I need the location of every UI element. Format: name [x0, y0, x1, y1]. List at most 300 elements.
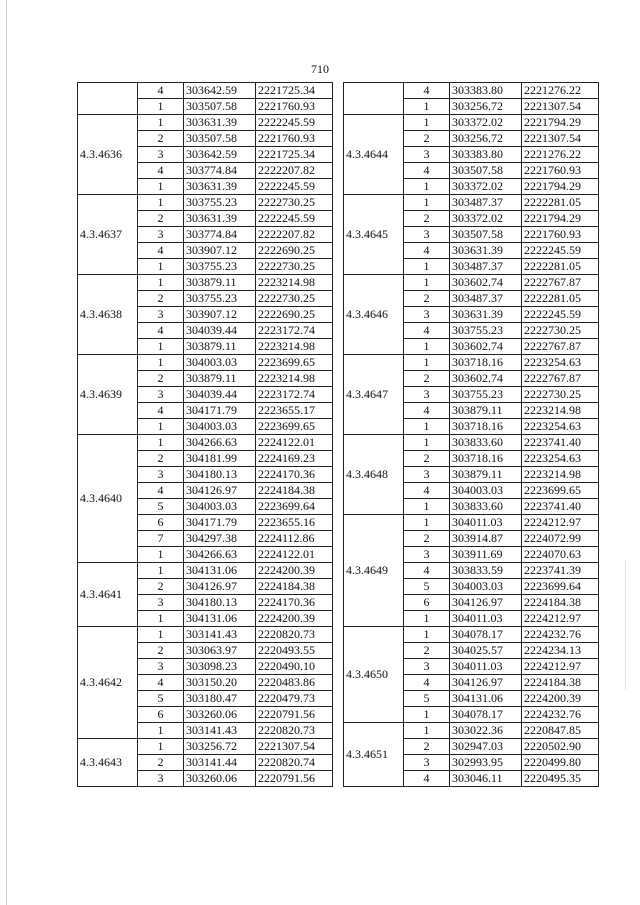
y-coordinate-cell: 2223254.63: [522, 355, 599, 371]
x-coordinate-cell: 303141.43: [184, 627, 256, 643]
point-number-cell: 5: [404, 579, 450, 595]
x-coordinate-cell: 303046.11: [450, 771, 522, 787]
scan-edge-line: [6, 0, 7, 905]
x-coordinate-cell: 304266.63: [184, 547, 256, 563]
x-coordinate-cell: 303755.23: [450, 387, 522, 403]
y-coordinate-cell: 2223214.98: [256, 275, 333, 291]
point-number-cell: 6: [138, 707, 184, 723]
table-row: [78, 115, 333, 131]
table-row: [78, 627, 333, 643]
x-coordinate-cell: 302993.95: [450, 755, 522, 771]
y-coordinate-cell: 2224212.97: [522, 611, 599, 627]
point-number-cell: 2: [404, 451, 450, 467]
point-number-cell: 1: [404, 115, 450, 131]
coordinates-table-left-body: [78, 83, 333, 787]
x-coordinate-cell: 304011.03: [450, 611, 522, 627]
section-id-cell: 4.3.4637: [78, 195, 138, 275]
point-number-cell: 3: [404, 659, 450, 675]
section-id-cell: 4.3.4645: [344, 195, 404, 275]
point-number-cell: 4: [404, 83, 450, 99]
x-coordinate-cell: 303879.11: [450, 403, 522, 419]
y-coordinate-cell: 2220499.80: [522, 755, 599, 771]
x-coordinate-cell: 304126.97: [450, 675, 522, 691]
point-number-cell: 3: [138, 387, 184, 403]
point-number-cell: 1: [138, 275, 184, 291]
point-number-cell: 1: [138, 739, 184, 755]
point-number-cell: 2: [138, 755, 184, 771]
table-row: [344, 195, 599, 211]
x-coordinate-cell: 304126.97: [184, 483, 256, 499]
x-coordinate-cell: 303372.02: [450, 179, 522, 195]
point-number-cell: 2: [404, 131, 450, 147]
y-coordinate-cell: 2220479.73: [256, 691, 333, 707]
section-id-cell: [344, 83, 404, 115]
y-coordinate-cell: 2222767.87: [522, 275, 599, 291]
table-row: [344, 723, 599, 739]
x-coordinate-cell: 304003.03: [450, 483, 522, 499]
point-number-cell: 4: [138, 163, 184, 179]
section-id-cell: 4.3.4649: [344, 515, 404, 627]
point-number-cell: 1: [138, 723, 184, 739]
x-coordinate-cell: 304171.79: [184, 403, 256, 419]
point-number-cell: 4: [404, 563, 450, 579]
y-coordinate-cell: 2221276.22: [522, 147, 599, 163]
x-coordinate-cell: 303774.84: [184, 163, 256, 179]
x-coordinate-cell: 304003.03: [184, 355, 256, 371]
point-number-cell: 5: [404, 691, 450, 707]
x-coordinate-cell: 303631.39: [184, 115, 256, 131]
point-number-cell: 1: [404, 627, 450, 643]
table-row: [78, 563, 333, 579]
y-coordinate-cell: 2222245.59: [522, 243, 599, 259]
y-coordinate-cell: 2220820.73: [256, 723, 333, 739]
table-row: [344, 515, 599, 531]
point-number-cell: 1: [404, 275, 450, 291]
x-coordinate-cell: 303260.06: [184, 771, 256, 787]
x-coordinate-cell: 304126.97: [184, 579, 256, 595]
point-number-cell: 4: [138, 83, 184, 99]
point-number-cell: 3: [404, 307, 450, 323]
y-coordinate-cell: 2224200.39: [522, 691, 599, 707]
y-coordinate-cell: 2224184.38: [256, 483, 333, 499]
table-row: [78, 275, 333, 291]
section-id-cell: 4.3.4644: [344, 115, 404, 195]
x-coordinate-cell: 303718.16: [450, 451, 522, 467]
section-id-cell: 4.3.4636: [78, 115, 138, 195]
table-row: [344, 83, 599, 99]
x-coordinate-cell: 303755.23: [450, 323, 522, 339]
x-coordinate-cell: 303487.37: [450, 195, 522, 211]
table-row: [78, 83, 333, 99]
table-row: [78, 355, 333, 371]
point-number-cell: 4: [404, 403, 450, 419]
y-coordinate-cell: 2224212.97: [522, 659, 599, 675]
coordinates-table-right-body: [344, 83, 599, 787]
y-coordinate-cell: 2222690.25: [256, 307, 333, 323]
y-coordinate-cell: 2223699.64: [256, 499, 333, 515]
x-coordinate-cell: 303914.87: [450, 531, 522, 547]
point-number-cell: 2: [138, 211, 184, 227]
section-id-cell: 4.3.4640: [78, 435, 138, 563]
y-coordinate-cell: 2221760.93: [256, 131, 333, 147]
y-coordinate-cell: 2222690.25: [256, 243, 333, 259]
x-coordinate-cell: 303642.59: [184, 83, 256, 99]
x-coordinate-cell: 303098.23: [184, 659, 256, 675]
point-number-cell: 1: [138, 435, 184, 451]
point-number-cell: 1: [404, 259, 450, 275]
y-coordinate-cell: 2220490.10: [256, 659, 333, 675]
point-number-cell: 1: [138, 115, 184, 131]
y-coordinate-cell: 2224112.86: [256, 531, 333, 547]
y-coordinate-cell: 2223214.98: [256, 339, 333, 355]
y-coordinate-cell: 2222281.05: [522, 259, 599, 275]
x-coordinate-cell: 303755.23: [184, 291, 256, 307]
y-coordinate-cell: 2221307.54: [522, 131, 599, 147]
x-coordinate-cell: 304126.97: [450, 595, 522, 611]
x-coordinate-cell: 303487.37: [450, 259, 522, 275]
point-number-cell: 4: [138, 675, 184, 691]
point-number-cell: 1: [404, 435, 450, 451]
point-number-cell: 4: [404, 163, 450, 179]
x-coordinate-cell: 304011.03: [450, 515, 522, 531]
y-coordinate-cell: 2222281.05: [522, 291, 599, 307]
y-coordinate-cell: 2223741.39: [522, 563, 599, 579]
point-number-cell: 3: [138, 595, 184, 611]
y-coordinate-cell: 2222767.87: [522, 371, 599, 387]
section-id-cell: 4.3.4638: [78, 275, 138, 355]
point-number-cell: 2: [404, 371, 450, 387]
point-number-cell: 2: [138, 579, 184, 595]
x-coordinate-cell: 304171.79: [184, 515, 256, 531]
y-coordinate-cell: 2224184.38: [522, 675, 599, 691]
coordinates-table-right: [343, 82, 599, 787]
point-number-cell: 4: [404, 483, 450, 499]
x-coordinate-cell: 304039.44: [184, 323, 256, 339]
y-coordinate-cell: 2223741.40: [522, 499, 599, 515]
x-coordinate-cell: 303260.06: [184, 707, 256, 723]
point-number-cell: 2: [404, 211, 450, 227]
point-number-cell: 3: [404, 227, 450, 243]
y-coordinate-cell: 2220493.55: [256, 643, 333, 659]
x-coordinate-cell: 304131.06: [184, 563, 256, 579]
point-number-cell: 4: [138, 403, 184, 419]
y-coordinate-cell: 2223699.64: [522, 579, 599, 595]
x-coordinate-cell: 303256.72: [450, 99, 522, 115]
y-coordinate-cell: 2224184.38: [522, 595, 599, 611]
x-coordinate-cell: 303602.74: [450, 275, 522, 291]
y-coordinate-cell: 2224232.76: [522, 627, 599, 643]
point-number-cell: 1: [138, 419, 184, 435]
x-coordinate-cell: 303022.36: [450, 723, 522, 739]
x-coordinate-cell: 303631.39: [184, 211, 256, 227]
y-coordinate-cell: 2220495.35: [522, 771, 599, 787]
y-coordinate-cell: 2224232.76: [522, 707, 599, 723]
section-id-cell: 4.3.4641: [78, 563, 138, 627]
y-coordinate-cell: 2223172.74: [256, 387, 333, 403]
x-coordinate-cell: 304003.03: [450, 579, 522, 595]
y-coordinate-cell: 2223741.40: [522, 435, 599, 451]
x-coordinate-cell: 304266.63: [184, 435, 256, 451]
point-number-cell: 1: [404, 723, 450, 739]
point-number-cell: 2: [404, 291, 450, 307]
y-coordinate-cell: 2222730.25: [522, 387, 599, 403]
y-coordinate-cell: 2221760.93: [522, 227, 599, 243]
y-coordinate-cell: 2223655.16: [256, 515, 333, 531]
x-coordinate-cell: 304131.06: [184, 611, 256, 627]
y-coordinate-cell: 2221276.22: [522, 83, 599, 99]
point-number-cell: 4: [404, 771, 450, 787]
y-coordinate-cell: 2224170.36: [256, 467, 333, 483]
point-number-cell: 1: [138, 627, 184, 643]
y-coordinate-cell: 2222281.05: [522, 195, 599, 211]
x-coordinate-cell: 303383.80: [450, 147, 522, 163]
y-coordinate-cell: 2224170.36: [256, 595, 333, 611]
x-coordinate-cell: 303631.39: [450, 307, 522, 323]
x-coordinate-cell: 304025.57: [450, 643, 522, 659]
point-number-cell: 4: [138, 483, 184, 499]
y-coordinate-cell: 2224169.23: [256, 451, 333, 467]
point-number-cell: 1: [138, 195, 184, 211]
section-id-cell: 4.3.4647: [344, 355, 404, 435]
table-row: [344, 355, 599, 371]
y-coordinate-cell: 2221307.54: [522, 99, 599, 115]
point-number-cell: 4: [404, 675, 450, 691]
y-coordinate-cell: 2220820.74: [256, 755, 333, 771]
point-number-cell: 1: [404, 355, 450, 371]
point-number-cell: 3: [138, 147, 184, 163]
y-coordinate-cell: 2223655.17: [256, 403, 333, 419]
y-coordinate-cell: 2220791.56: [256, 707, 333, 723]
point-number-cell: 1: [404, 707, 450, 723]
x-coordinate-cell: 303256.72: [450, 131, 522, 147]
point-number-cell: 5: [138, 691, 184, 707]
x-coordinate-cell: 304131.06: [450, 691, 522, 707]
y-coordinate-cell: 2224122.01: [256, 435, 333, 451]
y-coordinate-cell: 2222245.59: [256, 179, 333, 195]
point-number-cell: 2: [404, 739, 450, 755]
y-coordinate-cell: 2220502.90: [522, 739, 599, 755]
y-coordinate-cell: 2223699.65: [256, 419, 333, 435]
point-number-cell: 1: [404, 179, 450, 195]
x-coordinate-cell: 303141.43: [184, 723, 256, 739]
x-coordinate-cell: 303372.02: [450, 115, 522, 131]
y-coordinate-cell: 2224200.39: [256, 611, 333, 627]
y-coordinate-cell: 2221794.29: [522, 115, 599, 131]
x-coordinate-cell: 304297.38: [184, 531, 256, 547]
y-coordinate-cell: 2220791.56: [256, 771, 333, 787]
y-coordinate-cell: 2221725.34: [256, 147, 333, 163]
point-number-cell: 4: [138, 243, 184, 259]
y-coordinate-cell: 2223214.98: [522, 403, 599, 419]
x-coordinate-cell: 303063.97: [184, 643, 256, 659]
y-coordinate-cell: 2222730.25: [256, 195, 333, 211]
x-coordinate-cell: 303833.60: [450, 435, 522, 451]
point-number-cell: 4: [404, 243, 450, 259]
y-coordinate-cell: 2222730.25: [256, 291, 333, 307]
x-coordinate-cell: 303911.69: [450, 547, 522, 563]
y-coordinate-cell: 2220483.86: [256, 675, 333, 691]
x-coordinate-cell: 303642.59: [184, 147, 256, 163]
x-coordinate-cell: 303907.12: [184, 243, 256, 259]
y-coordinate-cell: 2221760.93: [256, 99, 333, 115]
table-row: [344, 115, 599, 131]
point-number-cell: 1: [404, 515, 450, 531]
x-coordinate-cell: 303507.58: [450, 163, 522, 179]
y-coordinate-cell: 2220820.73: [256, 627, 333, 643]
y-coordinate-cell: 2224122.01: [256, 547, 333, 563]
x-coordinate-cell: 303507.58: [450, 227, 522, 243]
point-number-cell: 1: [404, 499, 450, 515]
x-coordinate-cell: 304078.17: [450, 707, 522, 723]
point-number-cell: 1: [404, 419, 450, 435]
point-number-cell: 3: [404, 387, 450, 403]
y-coordinate-cell: 2221760.93: [522, 163, 599, 179]
x-coordinate-cell: 303372.02: [450, 211, 522, 227]
x-coordinate-cell: 304180.13: [184, 467, 256, 483]
point-number-cell: 1: [404, 195, 450, 211]
x-coordinate-cell: 303631.39: [184, 179, 256, 195]
section-id-cell: 4.3.4643: [78, 739, 138, 787]
x-coordinate-cell: 303507.58: [184, 131, 256, 147]
point-number-cell: 4: [138, 323, 184, 339]
point-number-cell: 3: [138, 307, 184, 323]
x-coordinate-cell: 303141.44: [184, 755, 256, 771]
y-coordinate-cell: 2221725.34: [256, 83, 333, 99]
x-coordinate-cell: 304180.13: [184, 595, 256, 611]
point-number-cell: 3: [404, 547, 450, 563]
x-coordinate-cell: 304011.03: [450, 659, 522, 675]
x-coordinate-cell: 303631.39: [450, 243, 522, 259]
section-id-cell: 4.3.4642: [78, 627, 138, 739]
table-row: [78, 195, 333, 211]
x-coordinate-cell: 303602.74: [450, 371, 522, 387]
point-number-cell: 3: [138, 659, 184, 675]
x-coordinate-cell: 303907.12: [184, 307, 256, 323]
point-number-cell: 1: [138, 259, 184, 275]
section-id-cell: [78, 83, 138, 115]
x-coordinate-cell: 303150.20: [184, 675, 256, 691]
x-coordinate-cell: 303755.23: [184, 259, 256, 275]
y-coordinate-cell: 2223254.63: [522, 419, 599, 435]
y-coordinate-cell: 2222207.82: [256, 227, 333, 243]
table-row: [344, 627, 599, 643]
point-number-cell: 6: [404, 595, 450, 611]
y-coordinate-cell: 2222207.82: [256, 163, 333, 179]
x-coordinate-cell: 303755.23: [184, 195, 256, 211]
x-coordinate-cell: 303879.11: [184, 371, 256, 387]
y-coordinate-cell: 2222767.87: [522, 339, 599, 355]
y-coordinate-cell: 2224070.63: [522, 547, 599, 563]
table-row: [78, 739, 333, 755]
y-coordinate-cell: 2223214.98: [522, 467, 599, 483]
point-number-cell: 2: [138, 291, 184, 307]
y-coordinate-cell: 2223214.98: [256, 371, 333, 387]
y-coordinate-cell: 2224212.97: [522, 515, 599, 531]
y-coordinate-cell: 2224072.99: [522, 531, 599, 547]
x-coordinate-cell: 304078.17: [450, 627, 522, 643]
point-number-cell: 2: [404, 531, 450, 547]
point-number-cell: 3: [404, 147, 450, 163]
y-coordinate-cell: 2224184.38: [256, 579, 333, 595]
x-coordinate-cell: 303774.84: [184, 227, 256, 243]
y-coordinate-cell: 2224200.39: [256, 563, 333, 579]
x-coordinate-cell: 303718.16: [450, 419, 522, 435]
point-number-cell: 2: [138, 643, 184, 659]
x-coordinate-cell: 303718.16: [450, 355, 522, 371]
point-number-cell: 2: [138, 451, 184, 467]
point-number-cell: 2: [404, 643, 450, 659]
y-coordinate-cell: 2222245.59: [256, 115, 333, 131]
x-coordinate-cell: 303256.72: [184, 739, 256, 755]
coordinates-table-left: [77, 82, 333, 787]
x-coordinate-cell: 304039.44: [184, 387, 256, 403]
y-coordinate-cell: 2223699.65: [522, 483, 599, 499]
section-id-cell: 4.3.4639: [78, 355, 138, 435]
point-number-cell: 3: [404, 467, 450, 483]
point-number-cell: 4: [404, 323, 450, 339]
x-coordinate-cell: 304003.03: [184, 499, 256, 515]
y-coordinate-cell: 2222730.25: [256, 259, 333, 275]
x-coordinate-cell: 303487.37: [450, 291, 522, 307]
point-number-cell: 2: [138, 371, 184, 387]
scan-artifact: [625, 560, 626, 690]
table-row: [344, 435, 599, 451]
point-number-cell: 1: [138, 611, 184, 627]
point-number-cell: 1: [404, 611, 450, 627]
point-number-cell: 3: [138, 227, 184, 243]
point-number-cell: 1: [138, 99, 184, 115]
x-coordinate-cell: 304003.03: [184, 419, 256, 435]
point-number-cell: 1: [138, 339, 184, 355]
x-coordinate-cell: 303879.11: [184, 275, 256, 291]
x-coordinate-cell: 302947.03: [450, 739, 522, 755]
y-coordinate-cell: 2224234.13: [522, 643, 599, 659]
y-coordinate-cell: 2222730.25: [522, 323, 599, 339]
x-coordinate-cell: 303507.58: [184, 99, 256, 115]
point-number-cell: 3: [138, 771, 184, 787]
page-number: 710: [311, 62, 329, 76]
section-id-cell: 4.3.4650: [344, 627, 404, 723]
point-number-cell: 3: [404, 755, 450, 771]
y-coordinate-cell: 2223254.63: [522, 451, 599, 467]
point-number-cell: 1: [138, 563, 184, 579]
x-coordinate-cell: 303879.11: [450, 467, 522, 483]
y-coordinate-cell: 2221794.29: [522, 211, 599, 227]
x-coordinate-cell: 303833.60: [450, 499, 522, 515]
y-coordinate-cell: 2222245.59: [522, 307, 599, 323]
y-coordinate-cell: 2221794.29: [522, 179, 599, 195]
point-number-cell: 2: [138, 131, 184, 147]
point-number-cell: 1: [404, 99, 450, 115]
section-id-cell: 4.3.4648: [344, 435, 404, 515]
point-number-cell: 3: [138, 467, 184, 483]
x-coordinate-cell: 303180.47: [184, 691, 256, 707]
table-row: [344, 275, 599, 291]
x-coordinate-cell: 303383.80: [450, 83, 522, 99]
y-coordinate-cell: 2222245.59: [256, 211, 333, 227]
x-coordinate-cell: 303602.74: [450, 339, 522, 355]
y-coordinate-cell: 2223699.65: [256, 355, 333, 371]
x-coordinate-cell: 304181.99: [184, 451, 256, 467]
point-number-cell: 1: [138, 355, 184, 371]
table-row: [78, 435, 333, 451]
y-coordinate-cell: 2221307.54: [256, 739, 333, 755]
point-number-cell: 7: [138, 531, 184, 547]
y-coordinate-cell: 2223172.74: [256, 323, 333, 339]
point-number-cell: 6: [138, 515, 184, 531]
x-coordinate-cell: 303833.59: [450, 563, 522, 579]
section-id-cell: 4.3.4651: [344, 723, 404, 787]
